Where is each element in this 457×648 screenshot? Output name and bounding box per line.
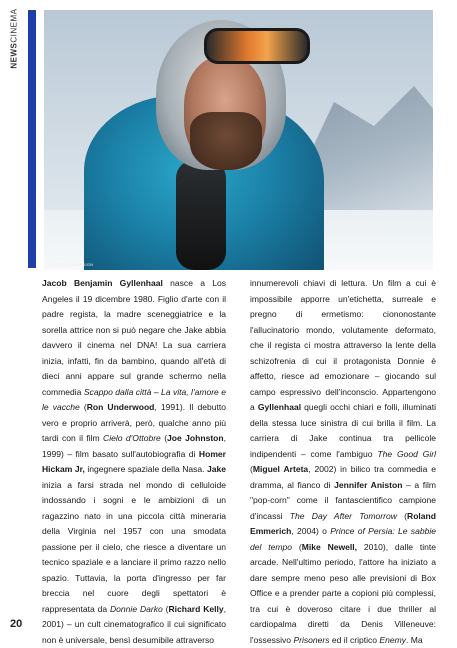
col1-run: , 1999) – film basato sull'autobiografia di — [42, 433, 226, 459]
col2-run: – a film "pop-corn" come il fantascientifico campione d'incassi — [250, 479, 436, 521]
col2-run: Jennifer Aniston — [334, 479, 403, 490]
col2-run: ( — [292, 541, 302, 552]
photo-backpack-strap — [176, 160, 226, 270]
col1-run: Homer Hickam Jr, — [42, 448, 226, 474]
column-left-paragraph — [42, 276, 226, 648]
col2-run: The Day After Tomorrow — [289, 510, 397, 521]
col2-run: Prince of Persia: Le sabbie del tempo — [250, 526, 436, 552]
col1-run: Jake — [207, 464, 227, 474]
col2-run: , 2004) o — [291, 526, 331, 536]
section-tag-bold: NEWS — [9, 42, 19, 69]
col1-run: ( — [79, 402, 87, 412]
col1-run: Richard Kelly — [168, 603, 224, 614]
col1-run: Scappo dalla città – La vita, l'amore e le vacche — [42, 386, 226, 412]
col1-run: Donnie Darko — [110, 603, 163, 614]
col1-run: ( — [160, 433, 168, 443]
col1-run: Jacob Benjamin Gyllenhaal — [42, 278, 163, 288]
col1-run: , 1991). Il debutto vero e proprio arriverà, però, qualche anno più tardi con il film — [42, 402, 226, 443]
col1-run: , 2001) – un cult cinematografico il cui significato non è universale, bensì desumibile attraverso — [42, 603, 226, 645]
col1-run: ( — [162, 603, 169, 614]
section-tag-light: CINEMA — [9, 8, 19, 43]
col2-run: ( — [250, 464, 253, 474]
col2-run: The Good Girl — [377, 448, 436, 459]
page-number: 20 — [10, 618, 23, 630]
col2-run: Roland Emmerich — [250, 510, 436, 536]
col2-run: quegli occhi chiari e folli, illuminati della stessa luce sinistra di cui brilla il film. La carriera di Jake continua tra pellicole indipendenti – come l'ambiguo — [250, 402, 436, 459]
column-right-paragraph — [250, 276, 436, 648]
col1-run: Joe Johnston — [167, 433, 224, 443]
col1-run: inizia a farsi strada nel mondo di celluloide indossando i sogni e le ambizioni di un ragazzino nato in una piccola città mineraria della Virginia nel 1957 con una smodata passione per il cielo, che riesce a diventare un tecnico spaziale e a lanciare il primo razzo nello spazio. Tuttavia, la porta d'ingresso per far breccia nel cuore degli spettatori è rappresentata da — [42, 479, 226, 614]
photo-goggles — [204, 28, 310, 64]
col1-run: nasce a Los Angeles il 19 dicembre 1980. Figlio d'arte con il padre regista, la madre sceneggiatrice e la sorella attrice non si può negare che Jake abbia davvero il cinema nel DNA! La sua carriera inizia, infatti, fin da bambino, quando all'età di dieci anni appare sul grande schermo nella commedia — [42, 278, 226, 397]
col2-run: Miguel Arteta — [252, 464, 309, 474]
photo-credit: © KEVIN WINCH/SIGN — [48, 262, 94, 267]
col2-run: ( — [396, 510, 408, 521]
col2-run: 2010), dalle tinte arcade. Nell'ultimo periodo, l'attore ha iniziato a dare sempre meno peso alle previsioni di Box Office e a prender parte a copioni più complessi, tra cui è doveroso citare i due thriller al cardiopalma diretti da Denis Villeneuve: l'ossessivo — [250, 541, 436, 645]
col2-run: Prisoners — [293, 634, 330, 645]
col2-run: . Ma — [406, 634, 423, 645]
col2-run: Enemy — [379, 634, 407, 645]
article-column-left — [42, 276, 226, 648]
col2-run: ed il criptico — [329, 634, 380, 645]
col2-run: Mike Newell, — [301, 541, 358, 552]
section-tag — [8, 10, 20, 100]
section-accent-bar — [28, 10, 36, 268]
article-photo — [44, 10, 433, 270]
col1-run: Ron Underwood — [86, 402, 155, 412]
col2-run: Gyllenhaal — [257, 402, 302, 412]
col2-run: innumerevoli chiavi di lettura. Un film a cui è impossibile apporre un'etichetta, surreale e pregno di ermetismo: ciononostante l'allucinatorio mondo, volutamente deformato, che il regista ci mostra attraverso la lente della schizofrenia di cui il protagonista Donnie è affetto, riesce ad emozionare – giocando sul campo espressivo dell'inconscio. Appartengono a — [250, 278, 436, 412]
col1-run: Cielo d'Ottobre — [103, 433, 161, 443]
col2-run: , 2002) in bilico tra commedia e dramma, al fianco di — [250, 464, 436, 490]
col1-run: ingegnere spaziale della Nasa. — [84, 464, 207, 474]
article-column-right — [250, 276, 436, 648]
photo-beard — [190, 112, 262, 170]
